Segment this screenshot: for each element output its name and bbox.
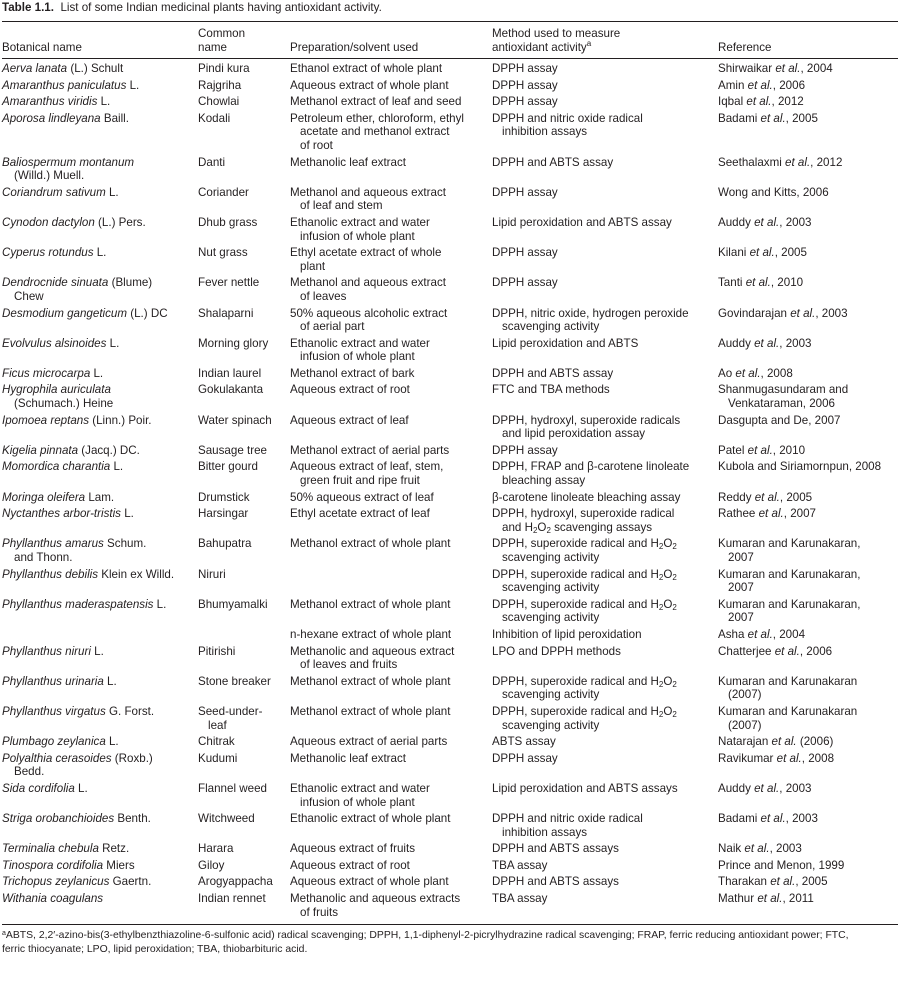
cell-botanical-name bbox=[2, 184, 198, 214]
cell-reference: Auddy et al., 2003 bbox=[718, 336, 812, 350]
cell-common-name: Harara bbox=[198, 842, 234, 856]
table-row bbox=[2, 596, 898, 626]
species-name: Dendrocnide sinuata bbox=[2, 276, 109, 290]
cell-preparation: n-hexane extract of whole plant bbox=[290, 627, 452, 641]
authority: Lam. bbox=[85, 490, 115, 504]
authority: (Jacq.) DC. bbox=[78, 443, 140, 457]
cell-common-name: Pindi kura bbox=[198, 62, 250, 75]
table-row bbox=[2, 110, 898, 154]
cell-preparation: Ethyl acetate extract of leaf bbox=[290, 507, 430, 521]
cell-preparation: Aqueous extract of fruits bbox=[290, 842, 416, 856]
authority: L. bbox=[97, 95, 111, 109]
cell-botanical-name bbox=[2, 750, 198, 780]
cell-botanical-name bbox=[2, 458, 198, 488]
cell-reference: Iqbal et al., 2012 bbox=[718, 95, 804, 109]
cell-preparation: Methanol extract of leaf and seed bbox=[290, 95, 462, 109]
cell-method: DPPH, superoxide radical and $H_2O_2$ scavenging activity bbox=[492, 567, 677, 595]
cell-preparation: Methanol extract of bark bbox=[290, 366, 415, 380]
authority: L. bbox=[90, 644, 104, 658]
cell-reference: Badami et al., 2005 bbox=[718, 111, 818, 125]
cell-botanical-name bbox=[2, 365, 198, 382]
authority: Klein ex Willd. bbox=[98, 567, 175, 581]
species-name: Phyllanthus urinaria bbox=[2, 674, 104, 688]
cell-common-name: Seed-under- leaf bbox=[198, 704, 263, 732]
cell-reference: Auddy et al., 2003 bbox=[718, 215, 812, 229]
cell-botanical-name bbox=[2, 59, 198, 77]
cell-method: DPPH and nitric oxide radical inhibition assays bbox=[492, 812, 643, 839]
cell-reference: Wong and Kitts, 2006 bbox=[718, 185, 829, 199]
species-name: Desmodium gangeticum bbox=[2, 306, 128, 320]
species-name: Baliospermum montanum bbox=[2, 155, 135, 169]
cell-reference: Kumaran and Karunakaran, 2007 bbox=[718, 567, 861, 595]
cell-common-name: Indian rennet bbox=[198, 892, 266, 906]
cell-common-name: Chitrak bbox=[198, 735, 235, 749]
species-name: Striga orobanchioides bbox=[2, 812, 115, 826]
species-name: Withania coagulans bbox=[2, 892, 104, 906]
cell-preparation: Methanolic and aqueous extracts of fruits bbox=[290, 892, 461, 919]
cell-reference: Prince and Menon, 1999 bbox=[718, 858, 845, 872]
plants-table bbox=[2, 22, 898, 924]
cell-method: DPPH, superoxide radical and $H_2O_2$ scavenging activity bbox=[492, 597, 677, 625]
table-row bbox=[2, 458, 898, 488]
cell-method: DPPH assay bbox=[492, 95, 558, 109]
species-name: Phyllanthus amarus bbox=[2, 537, 104, 551]
species-name: Aerva lanata bbox=[2, 62, 68, 75]
cell-common-name: Morning glory bbox=[198, 336, 269, 350]
authority: L. bbox=[106, 336, 120, 350]
cell-method: DPPH and ABTS assay bbox=[492, 366, 614, 380]
cell-method: Lipid peroxidation and ABTS assay bbox=[492, 215, 672, 229]
cell-common-name: Sausage tree bbox=[198, 443, 267, 457]
table-row bbox=[2, 505, 898, 535]
cell-botanical-name bbox=[2, 703, 198, 733]
cell-method: DPPH, hydroxyl, superoxide radicals and lipid peroxidation assay bbox=[492, 413, 681, 441]
cell-method: TBA assay bbox=[492, 892, 548, 906]
authority-continued: Chew bbox=[14, 289, 44, 303]
authority: L. bbox=[93, 246, 107, 260]
cell-botanical-name bbox=[2, 535, 198, 565]
cell-botanical-name bbox=[2, 305, 198, 335]
cell-common-name: Niruri bbox=[198, 567, 226, 581]
cell-preparation: Aqueous extract of root bbox=[290, 858, 410, 872]
cell-botanical-name bbox=[2, 93, 198, 110]
cell-botanical-name bbox=[2, 412, 198, 442]
cell-preparation: Methanol extract of whole plant bbox=[290, 537, 451, 551]
cell-preparation: Petroleum ether, chloroform, ethyl acetate and methanol extract of root bbox=[290, 111, 464, 152]
cell-reference: Ravikumar et al., 2008 bbox=[718, 751, 835, 765]
cell-preparation: Ethanolic extract and water infusion of whole plant bbox=[290, 215, 430, 243]
table-row bbox=[2, 733, 898, 750]
cell-reference: Natarajan et al. (2006) bbox=[718, 735, 834, 749]
cell-botanical-name bbox=[2, 335, 198, 365]
cell-common-name: Giloy bbox=[198, 858, 225, 872]
cell-botanical-name bbox=[2, 244, 198, 274]
authority: L. bbox=[90, 366, 104, 380]
species-name: Ficus microcarpa bbox=[2, 366, 91, 380]
species-name: Evolvulus alsinoides bbox=[2, 336, 107, 350]
species-name: Polyalthia cerasoides bbox=[2, 751, 112, 765]
cell-reference: Shirwaikar et al., 2004 bbox=[718, 62, 833, 75]
cell-reference: Chatterjee et al., 2006 bbox=[718, 644, 833, 658]
cell-common-name bbox=[198, 626, 290, 643]
header-row bbox=[2, 22, 898, 59]
species-name: Aporosa lindleyana bbox=[2, 111, 101, 125]
table-row bbox=[2, 535, 898, 565]
authority-continued: (Schumach.) Heine bbox=[14, 397, 114, 411]
species-name: Phyllanthus maderaspatensis bbox=[2, 597, 154, 611]
species-name: Phyllanthus virgatus bbox=[2, 704, 106, 718]
cell-preparation: Methanol extract of whole plant bbox=[290, 674, 451, 688]
table-row bbox=[2, 77, 898, 94]
authority: L. bbox=[126, 78, 140, 92]
cell-reference: Badami et al., 2003 bbox=[718, 812, 818, 826]
authority: L. bbox=[103, 674, 117, 688]
cell-botanical-name bbox=[2, 77, 198, 94]
cell-common-name: Arogyappacha bbox=[198, 875, 273, 889]
cell-preparation: Aqueous extract of leaf bbox=[290, 413, 409, 427]
cell-preparation: Aqueous extract of root bbox=[290, 383, 410, 397]
table-row bbox=[2, 412, 898, 442]
cell-method: Lipid peroxidation and ABTS assays bbox=[492, 781, 678, 795]
cell-preparation: Aqueous extract of whole plant bbox=[290, 78, 449, 92]
cell-method: DPPH, nitric oxide, hydrogen peroxide scavenging activity bbox=[492, 306, 689, 334]
cell-botanical-name bbox=[2, 489, 198, 506]
cell-preparation: Ethanolic extract and water infusion of whole plant bbox=[290, 336, 430, 364]
cell-common-name: Flannel weed bbox=[198, 781, 267, 795]
authority: Baill. bbox=[100, 111, 129, 125]
authority: Miers bbox=[103, 858, 135, 872]
table-row bbox=[2, 214, 898, 244]
cell-method: DPPH and ABTS assays bbox=[492, 875, 619, 889]
cell-reference: Dasgupta and De, 2007 bbox=[718, 413, 841, 427]
cell-botanical-name bbox=[2, 810, 198, 840]
cell-method: DPPH, superoxide radical and $H_2O_2$ scavenging activity bbox=[492, 674, 677, 702]
authority-continued: (Willd.) Muell. bbox=[14, 169, 85, 183]
cell-method: DPPH and nitric oxide radical inhibition assays bbox=[492, 111, 643, 139]
cell-common-name: Shalaparni bbox=[198, 306, 254, 320]
cell-common-name: Nut grass bbox=[198, 246, 248, 260]
cell-preparation: Methanol extract of whole plant bbox=[290, 597, 451, 611]
cell-botanical-name bbox=[2, 442, 198, 459]
cell-reference: Ao et al., 2008 bbox=[718, 366, 793, 380]
header-common: Common name bbox=[198, 27, 246, 54]
cell-common-name: Witchweed bbox=[198, 812, 255, 826]
cell-method: Lipid peroxidation and ABTS bbox=[492, 336, 639, 350]
cell-method: DPPH assay bbox=[492, 443, 558, 457]
species-name: Tinospora cordifolia bbox=[2, 858, 104, 872]
authority: (L.) DC bbox=[127, 306, 168, 320]
cell-common-name: Kudumi bbox=[198, 751, 238, 765]
species-name: Hygrophila auriculata bbox=[2, 383, 111, 397]
cell-reference: Kumaran and Karunakaran (2007) bbox=[718, 704, 858, 732]
authority: L. bbox=[74, 781, 88, 795]
table-row bbox=[2, 365, 898, 382]
cell-preparation: Methanol and aqueous extract of leaf and stem bbox=[290, 185, 446, 213]
species-name: Nyctanthes arbor-tristis bbox=[2, 507, 121, 521]
cell-preparation: Ethanolic extract of whole plant bbox=[290, 812, 451, 826]
cell-method: DPPH, superoxide radical and $H_2O_2$ scavenging activity bbox=[492, 704, 677, 732]
cell-reference: Naik et al., 2003 bbox=[718, 842, 802, 856]
cell-botanical-name bbox=[2, 890, 198, 924]
footnote-line-1: ABTS, 2,2′-azino-bis(3-ethylbenzthiazoline-6-sulfonic acid) radical scavenging; DPPH, 1,1-diphenyl-2-picrylhydrazine radical scavenging; FRAP, ferric reducing antioxidant power; FTC, bbox=[5, 930, 849, 942]
table-row bbox=[2, 857, 898, 874]
table-row bbox=[2, 566, 898, 596]
table-figure bbox=[2, 0, 898, 956]
cell-method: DPPH, FRAP and β-carotene linoleate bleaching assay bbox=[492, 460, 690, 488]
cell-common-name: Drumstick bbox=[198, 490, 250, 504]
cell-reference: Kumaran and Karunakaran, 2007 bbox=[718, 537, 861, 564]
cell-reference: Kumaran and Karunakaran, 2007 bbox=[718, 597, 861, 625]
cell-reference: Kubola and Siriamornpun, 2008 bbox=[718, 460, 882, 474]
table-caption bbox=[2, 0, 898, 17]
cell-preparation: Aqueous extract of leaf, stem, green fruit and ripe fruit bbox=[290, 460, 444, 488]
header-botanical: Botanical name bbox=[2, 40, 82, 54]
cell-method: β-carotene linoleate bleaching assay bbox=[492, 490, 681, 504]
authority: (Linn.) Poir. bbox=[89, 413, 152, 427]
cell-method: LPO and DPPH methods bbox=[492, 644, 621, 658]
cell-method: DPPH assay bbox=[492, 751, 558, 765]
species-name: Moringa oleifera bbox=[2, 490, 86, 504]
table-row bbox=[2, 442, 898, 459]
table-row bbox=[2, 810, 898, 840]
table-row bbox=[2, 93, 898, 110]
cell-reference: Asha et al., 2004 bbox=[718, 627, 806, 641]
cell-common-name: Bitter gourd bbox=[198, 460, 258, 474]
species-name: Kigelia pinnata bbox=[2, 443, 79, 457]
table-row bbox=[2, 335, 898, 365]
species-name: Terminalia chebula bbox=[2, 842, 99, 856]
cell-preparation bbox=[290, 566, 492, 596]
cell-botanical-name bbox=[2, 274, 198, 304]
cell-common-name: Indian laurel bbox=[198, 366, 262, 380]
cell-preparation: Methanolic and aqueous extract of leaves and fruits bbox=[290, 644, 455, 672]
authority: Schum. bbox=[103, 537, 147, 551]
cell-common-name: Harsingar bbox=[198, 507, 249, 521]
footnote-line-2: ferric thiocyanate; LPO, lipid peroxidation; TBA, thiobarbituric acid. bbox=[2, 943, 308, 955]
cell-botanical-name bbox=[2, 626, 198, 643]
cell-reference: Reddy et al., 2005 bbox=[718, 490, 813, 504]
caption-text: List of some Indian medicinal plants having antioxidant activity. bbox=[60, 1, 382, 14]
cell-botanical-name bbox=[2, 857, 198, 874]
cell-reference: Seethalaxmi et al., 2012 bbox=[718, 155, 843, 169]
table-row bbox=[2, 274, 898, 304]
species-name: Trichopus zeylanicus bbox=[2, 875, 110, 889]
cell-reference: Patel et al., 2010 bbox=[718, 443, 806, 457]
table-row bbox=[2, 154, 898, 184]
cell-common-name: Bhumyamalki bbox=[198, 597, 268, 611]
species-name: Phyllanthus debilis bbox=[2, 567, 99, 581]
cell-botanical-name bbox=[2, 733, 198, 750]
header-method: Method used to measure antioxidant activity$^a$ bbox=[492, 27, 621, 54]
cell-botanical-name bbox=[2, 154, 198, 184]
authority: (Blume) bbox=[108, 276, 153, 290]
cell-preparation: 50% aqueous extract of leaf bbox=[290, 490, 434, 504]
cell-method: DPPH and ABTS assay bbox=[492, 155, 614, 169]
species-name: Phyllanthus niruri bbox=[2, 644, 91, 658]
cell-method: Inhibition of lipid peroxidation bbox=[492, 627, 642, 641]
cell-method: ABTS assay bbox=[492, 735, 556, 749]
caption-label: Table 1.1. bbox=[2, 1, 54, 14]
species-name: Ipomoea reptans bbox=[2, 413, 90, 427]
authority: (Roxb.) bbox=[111, 751, 153, 765]
cell-method: DPPH, superoxide radical and $H_2O_2$ scavenging activity bbox=[492, 537, 677, 564]
cell-botanical-name bbox=[2, 110, 198, 154]
cell-method: DPPH, hydroxyl, superoxide radical and $H_2O_2$ scavenging assays bbox=[492, 507, 675, 535]
footnote bbox=[2, 925, 898, 956]
table-row bbox=[2, 890, 898, 924]
cell-method: DPPH assay bbox=[492, 62, 558, 75]
cell-common-name: Danti bbox=[198, 155, 226, 169]
table-row bbox=[2, 780, 898, 810]
cell-preparation: Ethyl acetate extract of whole plant bbox=[290, 246, 442, 273]
cell-preparation: Methanol extract of aerial parts bbox=[290, 443, 450, 457]
table-row bbox=[2, 184, 898, 214]
species-name: Sida cordifolia bbox=[2, 781, 75, 795]
authority: L. bbox=[105, 735, 119, 749]
species-name: Cyperus rotundus bbox=[2, 246, 94, 260]
cell-reference: Shanmugasundaram and Venkataraman, 2006 bbox=[718, 383, 849, 411]
cell-botanical-name bbox=[2, 643, 198, 673]
cell-method: DPPH assay bbox=[492, 276, 558, 290]
cell-botanical-name bbox=[2, 381, 198, 411]
authority: Gaertn. bbox=[109, 875, 152, 889]
cell-reference: Rathee et al., 2007 bbox=[718, 507, 816, 521]
header-reference: Reference bbox=[718, 40, 772, 54]
cell-preparation: 50% aqueous alcoholic extract of aerial part bbox=[290, 306, 448, 334]
cell-preparation: Methanol extract of whole plant bbox=[290, 704, 451, 718]
cell-method: DPPH assay bbox=[492, 246, 558, 260]
table-row bbox=[2, 873, 898, 890]
cell-method: DPPH assay bbox=[492, 78, 558, 92]
cell-common-name: Bahupatra bbox=[198, 537, 252, 551]
cell-reference: Tharakan et al., 2005 bbox=[718, 875, 828, 889]
authority: L. bbox=[110, 460, 124, 474]
authority-continued: Bedd. bbox=[14, 765, 45, 779]
table-row bbox=[2, 626, 898, 643]
authority: (L.) Schult bbox=[67, 62, 124, 75]
cell-common-name: Rajgriha bbox=[198, 78, 242, 92]
species-name: Plumbago zeylanica bbox=[2, 735, 106, 749]
cell-preparation: Methanolic leaf extract bbox=[290, 751, 406, 765]
cell-common-name: Chowlai bbox=[198, 95, 240, 109]
cell-common-name: Gokulakanta bbox=[198, 383, 264, 397]
cell-reference: Kilani et al., 2005 bbox=[718, 246, 807, 260]
authority: L. bbox=[153, 597, 167, 611]
table-row bbox=[2, 244, 898, 274]
table-row bbox=[2, 643, 898, 673]
authority: (L.) Pers. bbox=[94, 215, 146, 229]
cell-common-name: Dhub grass bbox=[198, 215, 258, 229]
cell-botanical-name bbox=[2, 214, 198, 244]
cell-common-name: Stone breaker bbox=[198, 674, 271, 688]
authority-continued: and Thonn. bbox=[14, 551, 73, 564]
cell-preparation: Ethanolic extract and water infusion of whole plant bbox=[290, 781, 430, 809]
cell-preparation: Aqueous extract of whole plant bbox=[290, 875, 449, 889]
table-row bbox=[2, 489, 898, 506]
cell-method: DPPH and ABTS assays bbox=[492, 842, 619, 856]
table-row bbox=[2, 750, 898, 780]
cell-reference: Govindarajan et al., 2003 bbox=[718, 306, 848, 320]
header-preparation: Preparation/solvent used bbox=[290, 40, 419, 54]
authority: Retz. bbox=[98, 842, 130, 856]
cell-botanical-name bbox=[2, 780, 198, 810]
cell-method: TBA assay bbox=[492, 858, 548, 872]
table-row bbox=[2, 381, 898, 411]
species-name: Momordica charantia bbox=[2, 460, 111, 474]
cell-method: FTC and TBA methods bbox=[492, 383, 610, 397]
cell-reference: Tanti et al., 2010 bbox=[718, 276, 804, 290]
cell-botanical-name bbox=[2, 840, 198, 857]
table-row bbox=[2, 305, 898, 335]
cell-botanical-name bbox=[2, 505, 198, 535]
authority: L. bbox=[105, 185, 119, 199]
cell-botanical-name bbox=[2, 873, 198, 890]
species-name: Amaranthus viridis bbox=[2, 95, 98, 109]
table-row bbox=[2, 703, 898, 733]
cell-reference: Auddy et al., 2003 bbox=[718, 781, 812, 795]
species-name: Coriandrum sativum bbox=[2, 185, 106, 199]
cell-reference: Mathur et al., 2011 bbox=[718, 892, 814, 906]
authority: L. bbox=[120, 507, 134, 521]
footnote-marker: a bbox=[2, 930, 6, 938]
cell-reference: Kumaran and Karunakaran (2007) bbox=[718, 674, 858, 702]
authority: G. Forst. bbox=[105, 704, 155, 718]
table-row bbox=[2, 840, 898, 857]
table-row bbox=[2, 59, 898, 77]
authority: Benth. bbox=[114, 812, 151, 826]
cell-preparation: Methanolic leaf extract bbox=[290, 155, 406, 169]
table-row bbox=[2, 673, 898, 703]
cell-botanical-name bbox=[2, 596, 198, 626]
cell-botanical-name bbox=[2, 673, 198, 703]
cell-reference: Amin et al., 2006 bbox=[718, 78, 806, 92]
cell-common-name: Kodali bbox=[198, 111, 231, 125]
cell-common-name: Water spinach bbox=[198, 413, 272, 427]
cell-common-name: Pitirishi bbox=[198, 644, 236, 658]
cell-preparation: Ethanol extract of whole plant bbox=[290, 62, 443, 75]
species-name: Amaranthus paniculatus bbox=[2, 78, 127, 92]
cell-method: DPPH assay bbox=[492, 185, 558, 199]
cell-preparation: Aqueous extract of aerial parts bbox=[290, 735, 448, 749]
cell-common-name: Coriander bbox=[198, 185, 249, 199]
cell-common-name: Fever nettle bbox=[198, 276, 260, 290]
cell-botanical-name bbox=[2, 566, 198, 596]
cell-preparation: Methanol and aqueous extract of leaves bbox=[290, 276, 446, 303]
table-body bbox=[2, 59, 898, 925]
header-method-footnote-marker: a bbox=[586, 38, 592, 48]
species-name: Cynodon dactylon bbox=[2, 215, 95, 229]
